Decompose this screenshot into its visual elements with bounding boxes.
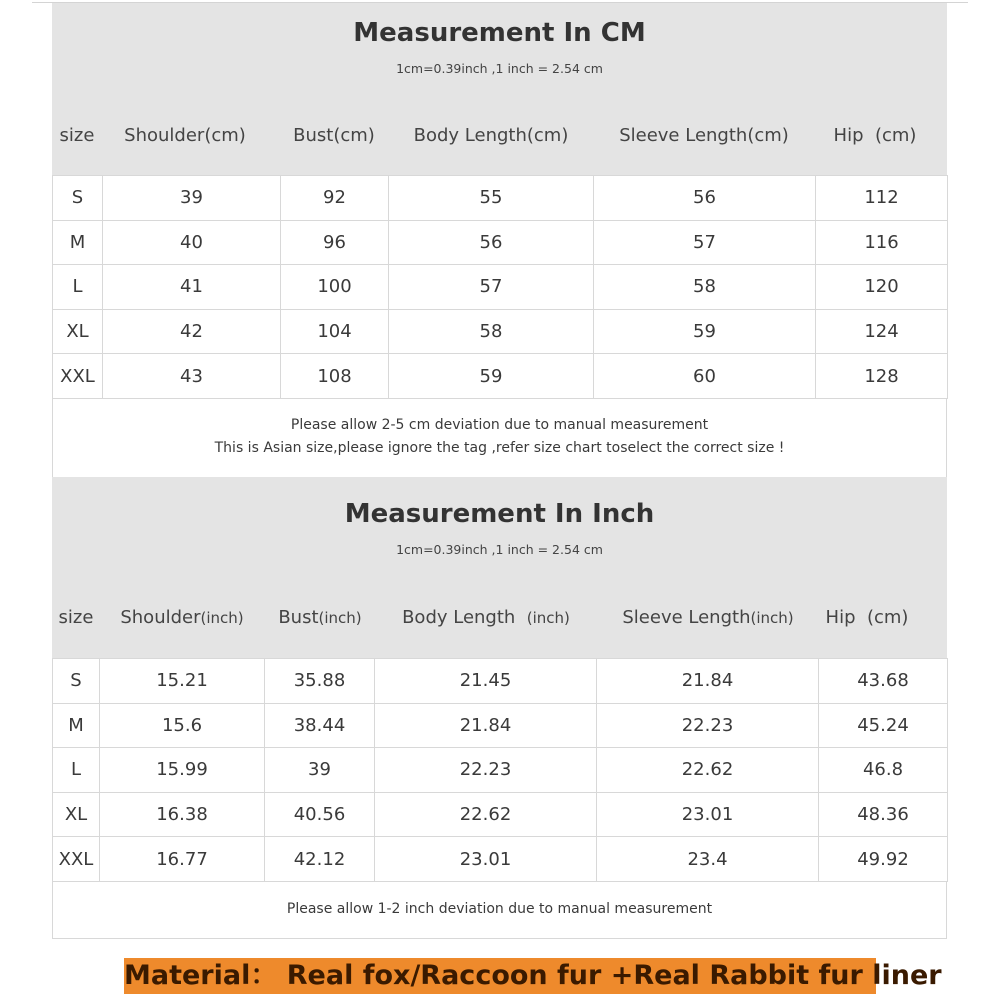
measurement-cell: 96 bbox=[281, 220, 389, 265]
measurement-cell: 42 bbox=[103, 309, 281, 354]
table-row bbox=[53, 354, 948, 399]
measurement-cell: 40.56 bbox=[265, 792, 375, 837]
column-header-label: size bbox=[59, 125, 95, 146]
measurement-cell: 41 bbox=[103, 265, 281, 310]
measurement-cell: 16.77 bbox=[100, 837, 265, 882]
measurement-cell: 39 bbox=[103, 176, 281, 221]
size-cell: L bbox=[53, 748, 100, 793]
measurement-cell: 56 bbox=[389, 220, 594, 265]
column-header bbox=[124, 125, 246, 146]
measurement-cell: 23.01 bbox=[375, 837, 597, 882]
measurement-cell: 100 bbox=[281, 265, 389, 310]
column-header-unit: (inch) bbox=[750, 609, 794, 627]
table-row bbox=[53, 220, 948, 265]
column-header bbox=[293, 125, 375, 146]
measurement-cell: 112 bbox=[816, 176, 948, 221]
measurement-cell: 55 bbox=[389, 176, 594, 221]
cm-size-chart bbox=[52, 3, 947, 480]
column-header-label: Sleeve Length bbox=[622, 607, 751, 628]
size-cell: L bbox=[53, 265, 103, 310]
column-header-label: Shoulder bbox=[120, 607, 201, 628]
cm-note-line-1: Please allow 2-5 cm deviation due to manual measurement bbox=[290, 416, 709, 433]
table-row bbox=[53, 309, 948, 354]
measurement-cell: 35.88 bbox=[265, 659, 375, 704]
column-header-label: Body Length bbox=[402, 607, 527, 628]
size-cell: M bbox=[53, 220, 103, 265]
inch-deviation-note bbox=[52, 882, 947, 939]
cm-note-line-2: This is Asian size,please ignore the tag ,refer size chart toselect the correct size ! bbox=[214, 439, 785, 456]
table-row bbox=[53, 265, 948, 310]
measurement-cell: 45.24 bbox=[819, 703, 948, 748]
measurement-cell: 58 bbox=[389, 309, 594, 354]
measurement-cell: 49.92 bbox=[819, 837, 948, 882]
column-header-label: Bust(cm) bbox=[293, 125, 375, 146]
cm-conversion-note: 1cm=0.39inch ,1 inch = 2.54 cm bbox=[396, 61, 603, 76]
inch-chart-header bbox=[52, 477, 947, 658]
table-row bbox=[53, 703, 948, 748]
measurement-cell: 42.12 bbox=[265, 837, 375, 882]
column-header-unit: (inch) bbox=[200, 609, 244, 627]
measurement-cell: 120 bbox=[816, 265, 948, 310]
measurement-cell: 108 bbox=[281, 354, 389, 399]
measurement-cell: 59 bbox=[594, 309, 816, 354]
material-banner: Material： Real fox/Raccoon fur +Real Rabbit fur liner bbox=[124, 958, 876, 994]
measurement-cell: 15.6 bbox=[100, 703, 265, 748]
measurement-cell: 57 bbox=[389, 265, 594, 310]
table-row bbox=[53, 748, 948, 793]
inch-conversion-note: 1cm=0.39inch ,1 inch = 2.54 cm bbox=[396, 542, 603, 557]
measurement-cell: 21.84 bbox=[375, 703, 597, 748]
table-row bbox=[53, 792, 948, 837]
measurement-cell: 23.01 bbox=[597, 792, 819, 837]
measurement-cell: 15.21 bbox=[100, 659, 265, 704]
table-row bbox=[53, 176, 948, 221]
column-header-label: Shoulder(cm) bbox=[124, 125, 246, 146]
inch-chart-title: Measurement In Inch bbox=[344, 499, 655, 529]
measurement-cell: 116 bbox=[816, 220, 948, 265]
column-header bbox=[120, 607, 243, 628]
size-cell: XL bbox=[53, 792, 100, 837]
measurement-cell: 39 bbox=[265, 748, 375, 793]
measurement-cell: 40 bbox=[103, 220, 281, 265]
cm-chart-title: Measurement In CM bbox=[353, 18, 646, 48]
size-cell: XL bbox=[53, 309, 103, 354]
column-header-label: Body Length(cm) bbox=[413, 125, 569, 146]
size-cell: XXL bbox=[53, 837, 100, 882]
measurement-cell: 21.45 bbox=[375, 659, 597, 704]
measurement-cell: 15.99 bbox=[100, 748, 265, 793]
column-header bbox=[619, 125, 789, 146]
column-header-label: Bust bbox=[278, 607, 319, 628]
inch-size-table bbox=[52, 658, 948, 882]
measurement-cell: 22.62 bbox=[597, 748, 819, 793]
column-header bbox=[834, 125, 917, 146]
measurement-cell: 124 bbox=[816, 309, 948, 354]
cm-size-table bbox=[52, 175, 948, 399]
column-header-label: Hip (cm) bbox=[825, 607, 909, 628]
column-header-unit: (inch) bbox=[526, 609, 570, 627]
inch-size-chart bbox=[52, 477, 947, 939]
measurement-cell: 22.62 bbox=[375, 792, 597, 837]
column-header bbox=[826, 607, 909, 628]
measurement-cell: 60 bbox=[594, 354, 816, 399]
size-cell: M bbox=[53, 703, 100, 748]
column-header bbox=[59, 607, 94, 628]
column-header-label: Hip (cm) bbox=[833, 125, 917, 146]
table-row bbox=[53, 659, 948, 704]
measurement-cell: 16.38 bbox=[100, 792, 265, 837]
size-cell: XXL bbox=[53, 354, 103, 399]
table-row bbox=[53, 837, 948, 882]
column-header-label: size bbox=[58, 607, 94, 628]
column-header-label: Sleeve Length(cm) bbox=[619, 125, 789, 146]
measurement-cell: 57 bbox=[594, 220, 816, 265]
measurement-cell: 128 bbox=[816, 354, 948, 399]
inch-note-line-1: Please allow 1-2 inch deviation due to manual measurement bbox=[286, 900, 713, 917]
column-header bbox=[414, 125, 569, 146]
measurement-cell: 92 bbox=[281, 176, 389, 221]
measurement-cell: 38.44 bbox=[265, 703, 375, 748]
column-header bbox=[622, 607, 793, 628]
column-header bbox=[278, 607, 361, 628]
column-header bbox=[60, 125, 95, 146]
measurement-cell: 22.23 bbox=[375, 748, 597, 793]
measurement-cell: 59 bbox=[389, 354, 594, 399]
measurement-cell: 56 bbox=[594, 176, 816, 221]
size-cell: S bbox=[53, 659, 100, 704]
measurement-cell: 21.84 bbox=[597, 659, 819, 704]
measurement-cell: 43.68 bbox=[819, 659, 948, 704]
column-header bbox=[402, 607, 570, 628]
cm-deviation-note bbox=[52, 399, 947, 480]
cm-chart-header bbox=[52, 3, 947, 175]
measurement-cell: 58 bbox=[594, 265, 816, 310]
measurement-cell: 104 bbox=[281, 309, 389, 354]
measurement-cell: 23.4 bbox=[597, 837, 819, 882]
measurement-cell: 48.36 bbox=[819, 792, 948, 837]
column-header-unit: (inch) bbox=[318, 609, 362, 627]
measurement-cell: 46.8 bbox=[819, 748, 948, 793]
measurement-cell: 43 bbox=[103, 354, 281, 399]
measurement-cell: 22.23 bbox=[597, 703, 819, 748]
size-cell: S bbox=[53, 176, 103, 221]
